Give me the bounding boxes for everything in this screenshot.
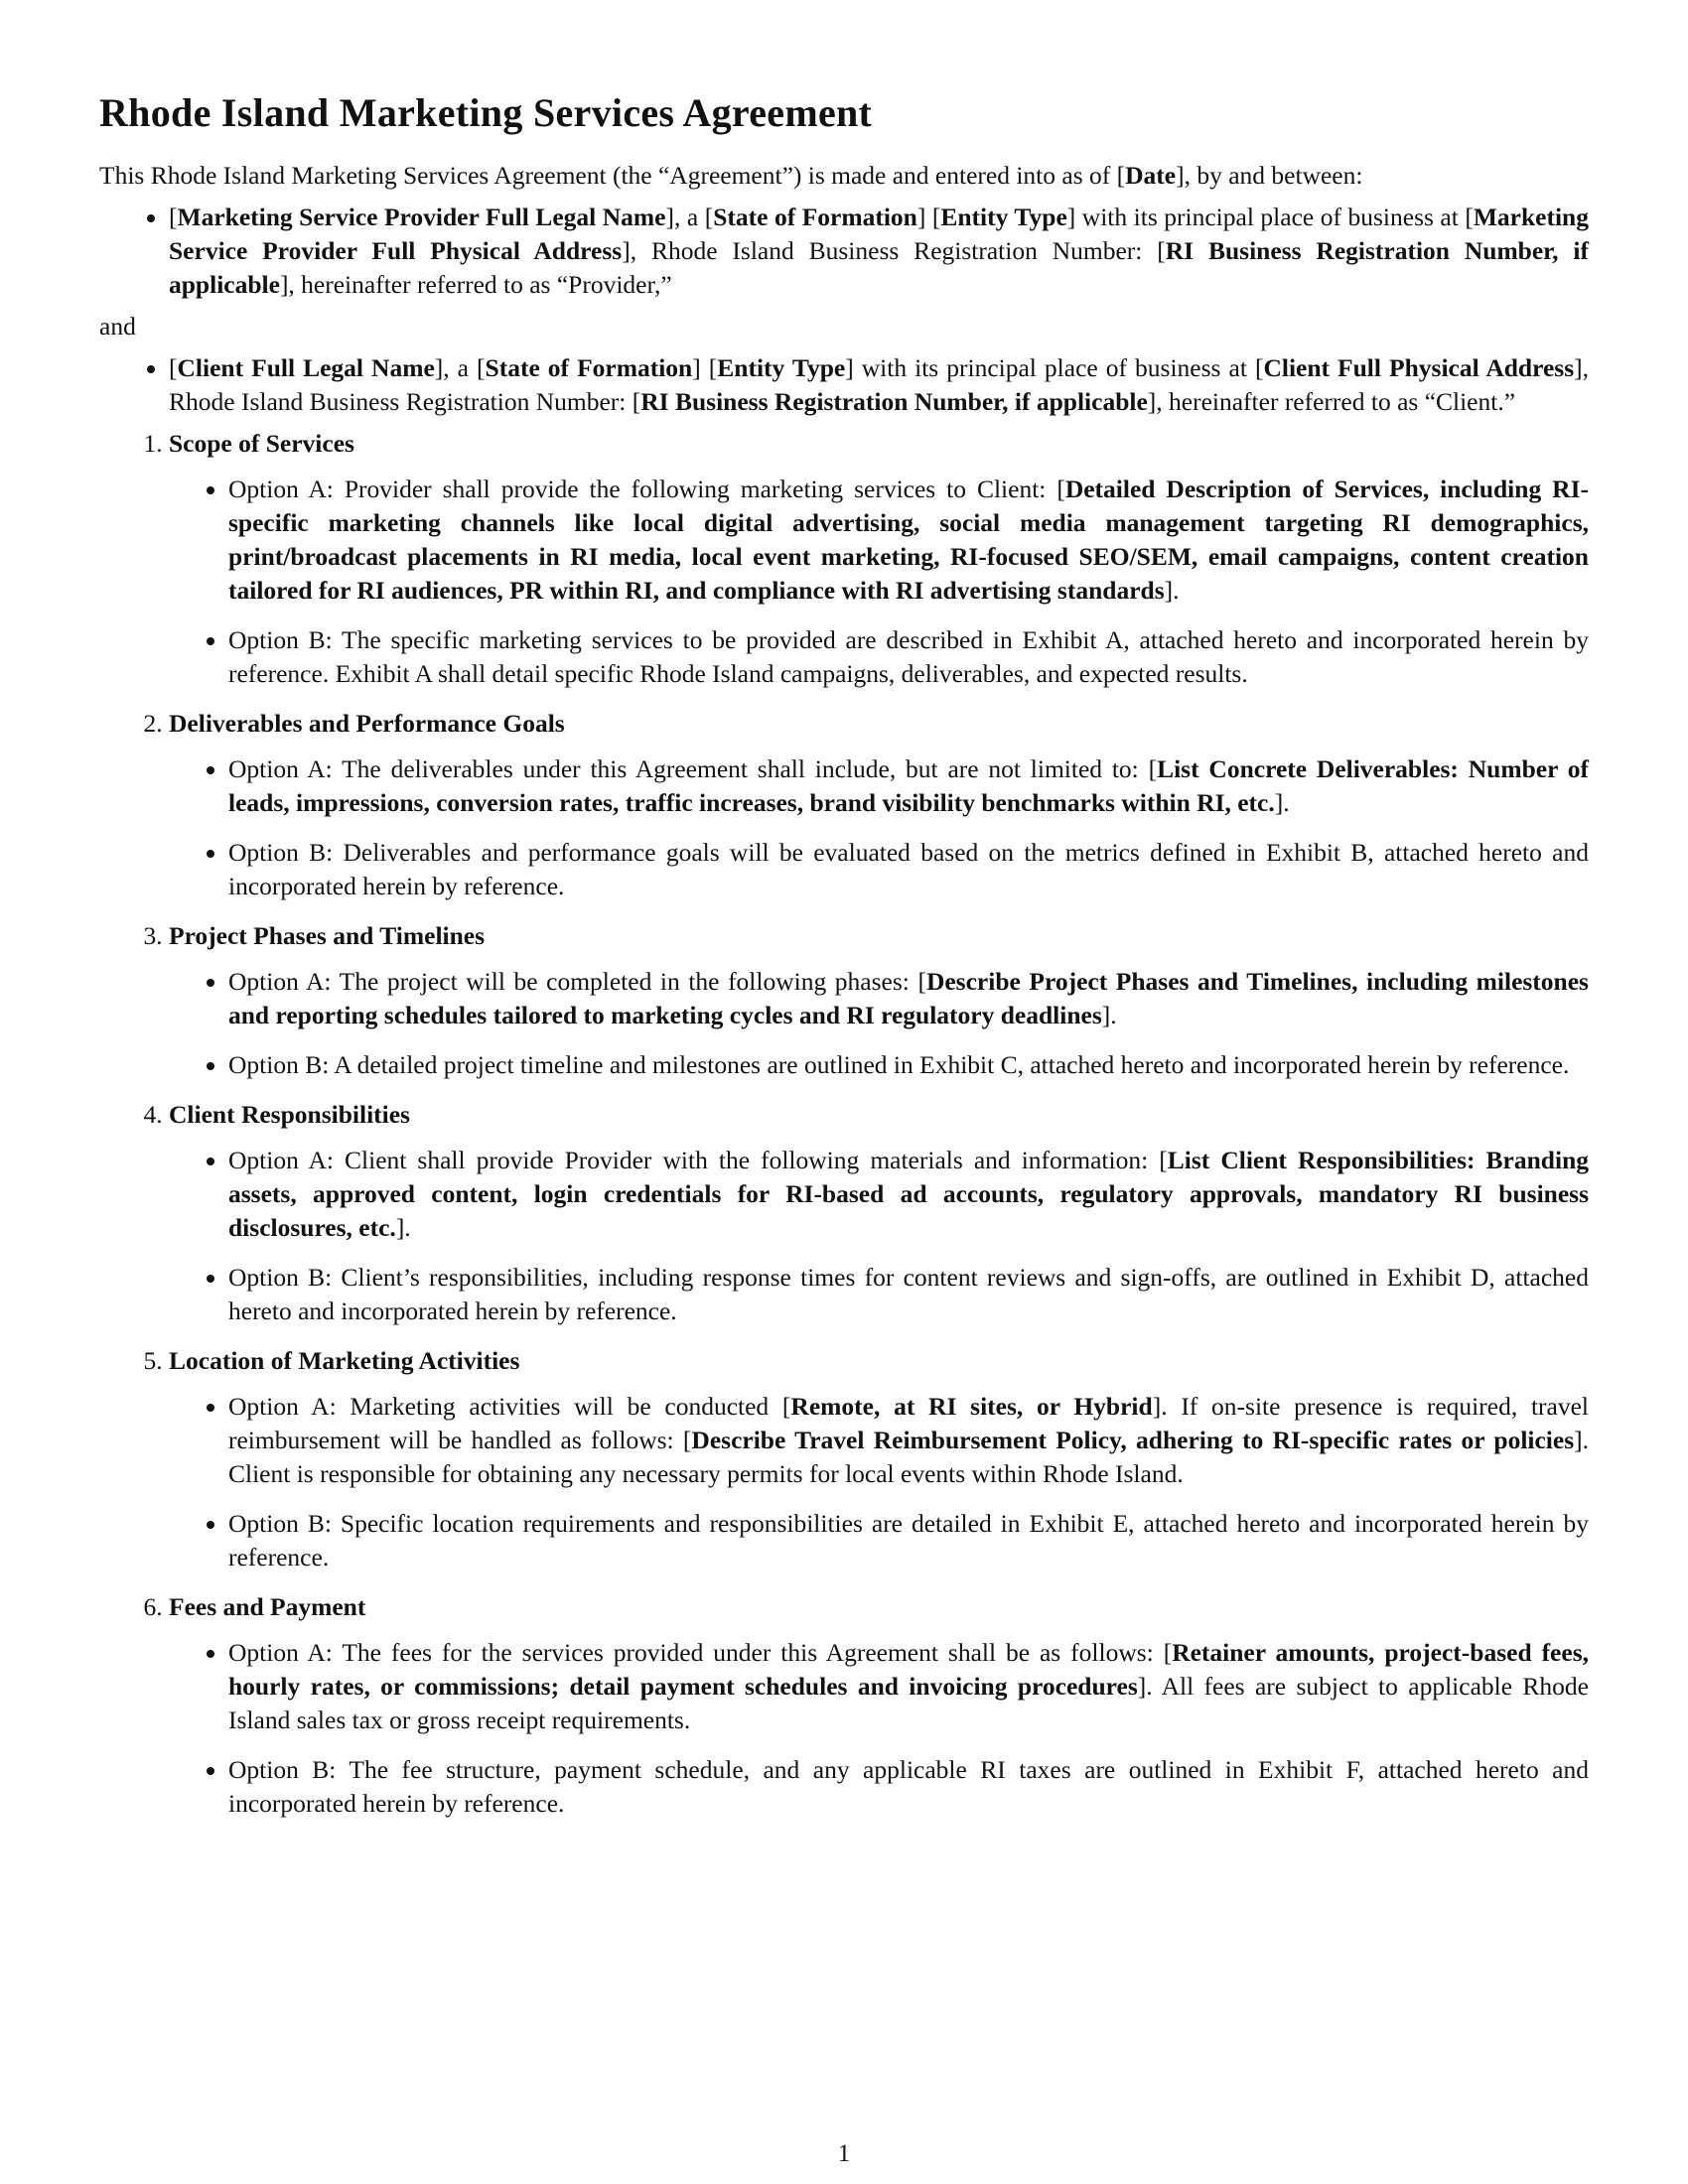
client-entity-placeholder: Entity Type xyxy=(717,353,846,382)
client-reg-placeholder: RI Business Registration Number, if applicable xyxy=(640,387,1148,416)
section-fees-and-payment xyxy=(169,1590,1589,1821)
provider-state-placeholder: State of Formation xyxy=(713,203,917,231)
client-list xyxy=(99,351,1589,419)
section-scope-of-services xyxy=(169,427,1589,691)
section-title: 4. Client Responsibilities xyxy=(169,1100,410,1129)
date-placeholder: Date xyxy=(1125,161,1177,190)
option-b: • Option B: Specific location requirements and responsibilities are detailed in Exhibit E, attached hereto and incorporated herein by reference. xyxy=(228,1507,1589,1574)
section-client-responsibilities xyxy=(169,1098,1589,1328)
option-a: • Option A: Provider shall provide the following marketing services to Client: [Detailed Description of Services, including RI-specific marketing channels like local digital advertising, social media management targeting RI demographics, print/broadcast placements in RI media, local event marketing, RI-focused SEO/SEM, email campaigns, content creation tailored for RI audiences, PR within RI, and compliance with RI advertising standards]. xyxy=(228,473,1589,608)
sections-list xyxy=(99,427,1589,1821)
section-title: 2. Deliverables and Performance Goals xyxy=(169,709,565,738)
section-project-phases xyxy=(169,919,1589,1082)
option-b: • Option B: The specific marketing services to be provided are described in Exhibit A, attached hereto and incorporated herein by reference. Exhibit A shall detail specific Rhode Island campaigns, deliverables, and expected results. xyxy=(228,623,1589,691)
provider-party: • [Marketing Service Provider Full Legal Name], a [State of Formation] [Entity Type] with its principal place of business at [Marketing Service Provider Full Physical Address], Rhode Island Business Registration Number: [RI Business Registration Number, if applicable], hereinafter referred to as “Provider,” xyxy=(169,201,1589,302)
provider-address-placeholder: Marketing Service Provider Full Physical Address xyxy=(169,203,1589,265)
option-b: • Option B: Deliverables and performance goals will be evaluated based on the metrics defined in Exhibit B, attached hereto and incorporated herein by reference. xyxy=(228,836,1589,903)
option-a: • Option A: The deliverables under this Agreement shall include, but are not limited to: [List Concrete Deliverables: Number of leads, impressions, conversion rates, traffic increases, brand visibility benchmarks within RI, etc.]. xyxy=(228,752,1589,820)
section-title: 5. Location of Marketing Activities xyxy=(169,1346,520,1375)
section-deliverables xyxy=(169,707,1589,903)
client-party: • [Client Full Legal Name], a [State of Formation] [Entity Type] with its principal place of business at [Client Full Physical Address], Rhode Island Business Registration Number: [RI Business Registration Number, if applicable], hereinafter referred to as “Client.” xyxy=(169,351,1589,419)
page-number: 1 xyxy=(837,2140,851,2167)
intro-paragraph: This Rhode Island Marketing Services Agreement (the “Agreement”) is made and entered into as of [Date], by and between: xyxy=(99,161,1363,190)
section-title: 6. Fees and Payment xyxy=(169,1592,366,1621)
option-b: • Option B: A detailed project timeline and milestones are outlined in Exhibit C, attached hereto and incorporated herein by reference. xyxy=(228,1048,1589,1082)
section-title: 3. Project Phases and Timelines xyxy=(169,921,486,950)
option-a: • Option A: Marketing activities will be conducted [Remote, at RI sites, or Hybrid]. If on-site presence is required, travel reimbursement will be handled as follows: [Describe Travel Reimbursement Policy, adhering to RI-specific rates or policies]. Client is responsible for obtaining any necessary permits for local events within Rhode Island. xyxy=(228,1390,1589,1491)
option-a: • Option A: The fees for the services provided under this Agreement shall be as follows: [Retainer amounts, project-based fees, hourly rates, or commissions; detail payment schedules and invoicing procedures]. All fees are subject to applicable Rhode Island sales tax or gross receipt requirements. xyxy=(228,1636,1589,1737)
option-a: • Option A: Client shall provide Provider with the following materials and information: [List Client Responsibilities: Branding assets, approved content, login credentials for RI-based ad accounts, regulatory approvals, mandatory RI business disclosures, etc.]. xyxy=(228,1144,1589,1245)
provider-list xyxy=(99,201,1589,302)
provider-entity-placeholder: Entity Type xyxy=(940,203,1067,231)
option-a: • Option A: The project will be completed in the following phases: [Describe Project Phases and Timelines, including milestones and reporting schedules tailored to marketing cycles and RI regulatory deadlines]. xyxy=(228,965,1589,1032)
section-title: 1. Scope of Services xyxy=(169,429,354,458)
client-address-placeholder: Client Full Physical Address xyxy=(1263,353,1575,382)
client-name-placeholder: Client Full Legal Name xyxy=(177,353,435,382)
provider-reg-placeholder: RI Business Registration Number, if applicable xyxy=(169,236,1589,299)
option-b: • Option B: The fee structure, payment schedule, and any applicable RI taxes are outlined in Exhibit F, attached hereto and incorporated herein by reference. xyxy=(228,1753,1589,1821)
option-b: • Option B: Client’s responsibilities, including response times for content reviews and sign-offs, are outlined in Exhibit D, attached hereto and incorporated herein by reference. xyxy=(228,1261,1589,1328)
and-connector: and xyxy=(99,312,136,341)
document-title: Rhode Island Marketing Services Agreement xyxy=(99,90,873,135)
provider-name-placeholder: Marketing Service Provider Full Legal Name xyxy=(177,203,666,231)
client-state-placeholder: State of Formation xyxy=(485,353,693,382)
section-location xyxy=(169,1344,1589,1574)
